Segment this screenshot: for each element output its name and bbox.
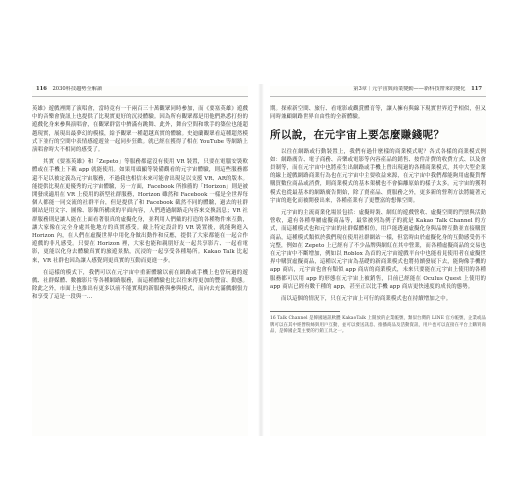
right-paragraph: 以往在網路或行動裝置上，我們有過什麼樣的商業模式呢？各式各樣的商業模式例如：網路廣告、電子商務、音樂或電影等內容產品的銷售、按件計費的收費方式、以及會員制等，而在元宇宙中也將產生出網路或手機上曾出現過的各種商業模式，其中大型企業的線上遊戲網路商業行為也在元宇宙中主要收益來源，在元宇宙中我們都能夠用虛擬貨幣購買數位商品或消費，則商業模式的基本架構也不會偏離原始的樣子太多。元宇宙的獲利模式也從最基本的網路廣告開始，除了賣產品、賣服務之外，更多新的營利方法將隨著元宇宙的進化而被開發出來，各種產業有了更豐富的想像空間。 bbox=[270, 148, 486, 204]
book-gutter bbox=[258, 84, 264, 436]
left-paragraph: 在這樣的模式下，我們可以在元宇宙中重新體驗以前在網路或手機上也曾玩過的遊戲、社群媒體、數據影片等各種網路服務，而這種體驗也比以往來得更加的豐富、動態。除此之外，市面上也推出有更多以前不能實現的新服務與參與模式，而向去充滿戲劇張力和享受了這是一段與一… bbox=[32, 269, 248, 301]
right-running-head bbox=[270, 86, 486, 97]
left-paragraph: 英雄》遊戲裡開了演唱會，當時竟有一千兩百三十萬觀眾同時參加，而《要塞英雄》遊戲中的音樂會資訊上也提供了比現實更好的沉浸體驗。因為所有觀眾都是用他們熟悉打扮的遊戲化身來參與演唱會，在觀眾群當中擠滿有跳舞、此外，舞台空間和歌手的築位也能超越現實，展現出最夢幻的模樣，給予觀眾一種超越真實的體驗。史迪蘭觀眾看這種超然模式下並行的空間中表情感遊遊並一起同步狂歡。就已經在獲得了相在 YouTube 等網路上演唱會時大不相同的感受了。 bbox=[32, 106, 248, 154]
right-page bbox=[270, 86, 486, 436]
right-body-text bbox=[270, 105, 486, 336]
footnote: 16 Talk Channel 是韓國通訊軟體 KakaoTalk 上開放的企業帳號，類似台灣的 LINE 官方帳號，企業或品牌可以在其中經營粉絲與用戶互動，並可以發送訊息、推播商品及活動資訊，用戶也可以直接在平台上購買商品，是韓國企業主要的行銷工具之一。 bbox=[270, 316, 486, 335]
right-paragraph: 而以這個的情況下，只在元宇宙上可行的商業模式也在持續增加之中。 bbox=[281, 296, 452, 303]
right-intro-paragraph: 期。探索新空間、旅行、看電影或觀賞體育等，讓人擁有與線下現實世界近乎相似，但又同時兼顧網路世界自由性的全新體驗。 bbox=[270, 106, 486, 121]
left-body-text bbox=[32, 105, 248, 302]
left-book-title: 2030科技趨勢全解讀 bbox=[52, 86, 103, 92]
right-page-number: 117 bbox=[471, 86, 482, 92]
right-paragraph: 元宇宙的主流商業化場景包括：虛擬時裝、網紅的遊戲營收、虛擬空間的門票與活動營收，還有各種專屬虛擬商品等，最常被列為例子的就是 Kakao Talk Channel 的方式，而這種模式也和元宇宙的社群媒體相仿，用戶能透過虛擬化身與品牌互動並直接購買商品，這種模式類似於我們現在使用社群網站一樣，但當時由於虛擬化身的互動感受仍不完整，例如在 Zepeto 上已經有了不少品牌與網紅在其中營業，而各種虛擬商品的交易也在元宇宙中不斷增加，例如以 Roblox 為首的元宇宙遊戲平台中也能看見使用者在虛擬世界中購買虛擬商品，這種以元宇宙為基礎的新商業模式也將持續發展下去，能夠像手機的 app 商店，元宇宙也會有類似 app 商店的商業模式，未來只要能在元宇宙上使用的各種服務都可以用 app 的形態在元宇宙上被銷售，目前已經能在 Oculus Quest 上使用的 app 商店已經有數千種的 app，甚至正以比手機 app 商店更快速度的成長的態勢。 bbox=[270, 210, 486, 290]
left-paragraph: 其實《要塞英雄》和「Zepeto」等服務都還沒有使用 VR 裝置，只要在電腦安裝軟體或在手機上下載 app 就能使用。如果用頭顯等裝備觀看的元宇宙體驗，則這些服務都還不足以被定義為元宇宙服務，不過我也相信未來可能會出現足以支援 VR、AR的版本。能提供比現在更優秀的元宇宙體驗，另一方面，Facebook 所推薦的「Horizon」則是被開發成適用在 VR 上使用的新型社群服務，Horizon 雖然和 Facebook 一樣是全世界每個人都能一同交流的社群平台，但是提供了和 Facebook 截然不同的體驗，過去的社群網站是用文字、圖像、影像所構成的平面內容，人們透過網路走內容來交換訊息；VR 社群服務則是讓人能在上面看著很真的虛擬化身，並利用人們戴的打造的各種物件來互動，讓大家像在完全身處其他地方的真實感受。戴上特定設計的 VR 裝置後，就能夠進入 Horizon 內，在人們在虛擬世界中用化身做出動作和反應，提供了大家都能在一起合作遊戲的非凡感受。只要在 Horizon 裡，大家也能和親朋好友一起共享影片、一起看電影，更能以化身去體驗真實的旅遊景點，沉浸的一起享受各種場所。Kakao Talk 比起來，VR 社群也因為讓人感覺到更真實的互動而更進一步。 bbox=[32, 159, 248, 264]
section-heading: 所以說，在元宇宙上要怎麼賺錢呢？ bbox=[270, 129, 445, 142]
footnote-divider bbox=[270, 311, 340, 312]
right-chapter-title: 第3章｜元宇宙與商業變動——新科技帶來的變化 bbox=[353, 86, 466, 92]
left-page bbox=[32, 86, 248, 436]
left-page-number: 116 bbox=[36, 86, 47, 92]
left-running-head bbox=[32, 86, 248, 97]
